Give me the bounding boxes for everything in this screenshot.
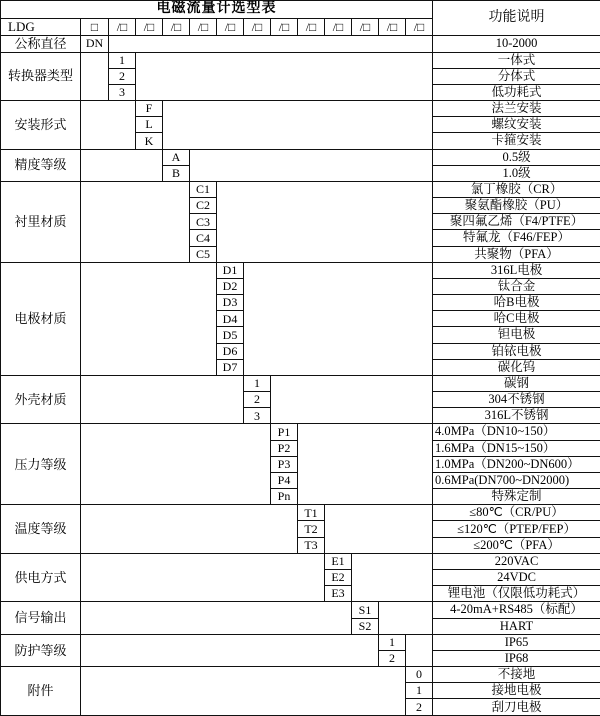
code-cell: D2 (217, 278, 244, 294)
code-cell: 2 (244, 392, 271, 408)
code-cell: 3 (244, 408, 271, 424)
table-title: 电磁流量计选型表 (1, 1, 433, 19)
table-row (1, 181, 600, 197)
table-row (1, 262, 600, 278)
code-slot-cell: /□ (325, 18, 352, 35)
code-cell: K (136, 133, 163, 149)
desc-cell: 24VDC (433, 570, 600, 586)
desc-cell: 刮刀电极 (433, 699, 600, 716)
table-row (1, 52, 600, 68)
desc-cell: 特殊定制 (433, 489, 600, 505)
code-cell: C4 (190, 230, 217, 246)
group-label-accuracy-class: 精度等级 (1, 149, 81, 181)
desc-cell: 4-20mA+RS485（标配） (433, 602, 600, 618)
desc-cell: HART (433, 618, 600, 634)
spacer-cell (325, 505, 433, 554)
desc-cell: 1.6MPa（DN15~150） (433, 440, 600, 456)
desc-cell: 接地电极 (433, 683, 600, 699)
spacer-cell (81, 101, 136, 150)
code-cell: 1 (244, 375, 271, 391)
code-cell: C1 (190, 181, 217, 197)
code-slot-cell: /□ (190, 18, 217, 35)
code-cell: P1 (271, 424, 298, 440)
desc-cell: 碳化钨 (433, 359, 600, 375)
code-cell: 1 (406, 683, 433, 699)
function-description-header: 功能说明 (433, 1, 600, 36)
table-row (1, 634, 600, 650)
spacer-cell (81, 181, 190, 262)
code-cell: P2 (271, 440, 298, 456)
desc-cell: ≤80℃（CR/PU） (433, 505, 600, 521)
code-cell: D7 (217, 359, 244, 375)
code-cell: F (136, 101, 163, 117)
code-slot-cell: /□ (352, 18, 379, 35)
group-label-electrode-material: 电极材质 (1, 262, 81, 375)
spacer-cell (81, 602, 352, 634)
code-cell: DN (81, 35, 109, 52)
desc-cell: 316L电极 (433, 262, 600, 278)
spacer-cell (81, 553, 325, 602)
group-label-power-supply: 供电方式 (1, 553, 81, 602)
code-cell: 2 (379, 650, 406, 666)
code-cell: C5 (190, 246, 217, 262)
desc-cell: 0.6MPa(DN700~DN2000) (433, 472, 600, 488)
code-cell: E1 (325, 553, 352, 569)
model-prefix-cell: LDG (1, 18, 81, 35)
desc-cell: 特氟龙（F46/FEP） (433, 230, 600, 246)
code-cell: 0 (406, 667, 433, 683)
code-slot-cell: /□ (271, 18, 298, 35)
spacer-cell (81, 634, 379, 666)
desc-cell: 锂电池（仅限低功耗式） (433, 586, 600, 602)
code-slot-cell: /□ (109, 18, 136, 35)
table-row (1, 667, 600, 683)
group-label-housing-material: 外壳材质 (1, 375, 81, 424)
code-cell: C2 (190, 198, 217, 214)
code-cell: 2 (406, 699, 433, 716)
code-cell: D5 (217, 327, 244, 343)
spacer-cell (81, 667, 406, 716)
group-label-liner-material: 衬里材质 (1, 181, 81, 262)
desc-cell: IP68 (433, 650, 600, 666)
code-cell: D3 (217, 295, 244, 311)
spacer-cell (244, 262, 433, 375)
code-cell: P3 (271, 456, 298, 472)
code-slot-cell: /□ (244, 18, 271, 35)
desc-cell: 4.0MPa（DN10~150） (433, 424, 600, 440)
desc-cell: 聚四氟乙烯（F4/PTFE） (433, 214, 600, 230)
spacer-cell (298, 424, 433, 505)
table-row (1, 149, 600, 165)
code-cell: A (163, 149, 190, 165)
desc-cell: 1.0MPa（DN200~DN600） (433, 456, 600, 472)
group-label-converter-type: 转换器类型 (1, 52, 81, 101)
table-row (1, 602, 600, 618)
desc-cell: 铂铱电极 (433, 343, 600, 359)
spacer-cell (136, 52, 433, 101)
code-cell: D6 (217, 343, 244, 359)
code-cell: T2 (298, 521, 325, 537)
desc-cell: 哈C电极 (433, 311, 600, 327)
desc-cell: 不接地 (433, 667, 600, 683)
spacer-cell (163, 101, 433, 150)
code-cell: E2 (325, 570, 352, 586)
desc-cell: 卡箍安装 (433, 133, 600, 149)
desc-cell: 螺纹安装 (433, 117, 600, 133)
desc-cell: 氯丁橡胶（CR） (433, 181, 600, 197)
code-slot-cell: /□ (136, 18, 163, 35)
code-cell: Pn (271, 489, 298, 505)
code-cell: S2 (352, 618, 379, 634)
desc-cell: 法兰安装 (433, 101, 600, 117)
code-cell: D4 (217, 311, 244, 327)
group-label-signal-output: 信号输出 (1, 602, 81, 634)
code-slot-cell: /□ (379, 18, 406, 35)
spacer-cell (271, 375, 433, 424)
table-row (1, 1, 600, 19)
desc-cell: 共聚物（PFA） (433, 246, 600, 262)
desc-cell: 220VAC (433, 553, 600, 569)
desc-cell: 钽电极 (433, 327, 600, 343)
desc-cell: 聚氨酯橡胶（PU） (433, 198, 600, 214)
code-cell: C3 (190, 214, 217, 230)
table-row (1, 35, 600, 52)
desc-cell: 碳钢 (433, 375, 600, 391)
group-label-pressure-rating: 压力等级 (1, 424, 81, 505)
spacer-cell (217, 181, 433, 262)
spacer-cell (406, 634, 433, 666)
spacer-cell (81, 505, 298, 554)
code-slot-cell: /□ (298, 18, 325, 35)
code-cell: T3 (298, 537, 325, 553)
code-slot-cell: /□ (163, 18, 190, 35)
code-cell: L (136, 117, 163, 133)
spacer-cell (81, 375, 244, 424)
code-cell: B (163, 165, 190, 181)
spacer-cell (109, 35, 433, 52)
group-label-temperature-rating: 温度等级 (1, 505, 81, 554)
spacer-cell (352, 553, 433, 602)
code-cell: 3 (109, 84, 136, 100)
desc-cell: 一体式 (433, 52, 600, 68)
desc-cell: 钛合金 (433, 278, 600, 294)
spacer-cell (190, 149, 433, 181)
desc-cell: 哈B电极 (433, 295, 600, 311)
table-row (1, 101, 600, 117)
spacer-cell (81, 262, 217, 375)
table-row (1, 505, 600, 521)
desc-cell: IP65 (433, 634, 600, 650)
desc-cell: 1.0级 (433, 165, 600, 181)
code-cell: P4 (271, 472, 298, 488)
code-cell: T1 (298, 505, 325, 521)
spacer-cell (81, 424, 271, 505)
group-label-protection-rating: 防护等级 (1, 634, 81, 666)
desc-cell: 分体式 (433, 68, 600, 84)
group-label-installation-type: 安装形式 (1, 101, 81, 150)
group-label-accessories: 附件 (1, 667, 81, 716)
table-row (1, 553, 600, 569)
group-label-diameter: 公称直径 (1, 35, 81, 52)
code-cell: D1 (217, 262, 244, 278)
desc-cell: 304不锈钢 (433, 392, 600, 408)
desc-cell: 低功耗式 (433, 84, 600, 100)
code-slot-cell: /□ (217, 18, 244, 35)
model-box-cell: □ (81, 18, 109, 35)
table-row (1, 375, 600, 391)
table-row (1, 424, 600, 440)
spacer-cell (81, 149, 163, 181)
desc-cell: ≤120℃（PTEP/FEP） (433, 521, 600, 537)
code-cell: 2 (109, 68, 136, 84)
code-cell: 1 (379, 634, 406, 650)
code-cell: 1 (109, 52, 136, 68)
spacer-cell (81, 52, 109, 101)
spacer-cell (379, 602, 433, 634)
desc-cell: ≤200℃（PFA） (433, 537, 600, 553)
desc-cell: 316L不锈钢 (433, 408, 600, 424)
desc-cell: 10-2000 (433, 35, 600, 52)
code-slot-cell: /□ (406, 18, 433, 35)
desc-cell: 0.5级 (433, 149, 600, 165)
code-cell: E3 (325, 586, 352, 602)
code-cell: S1 (352, 602, 379, 618)
